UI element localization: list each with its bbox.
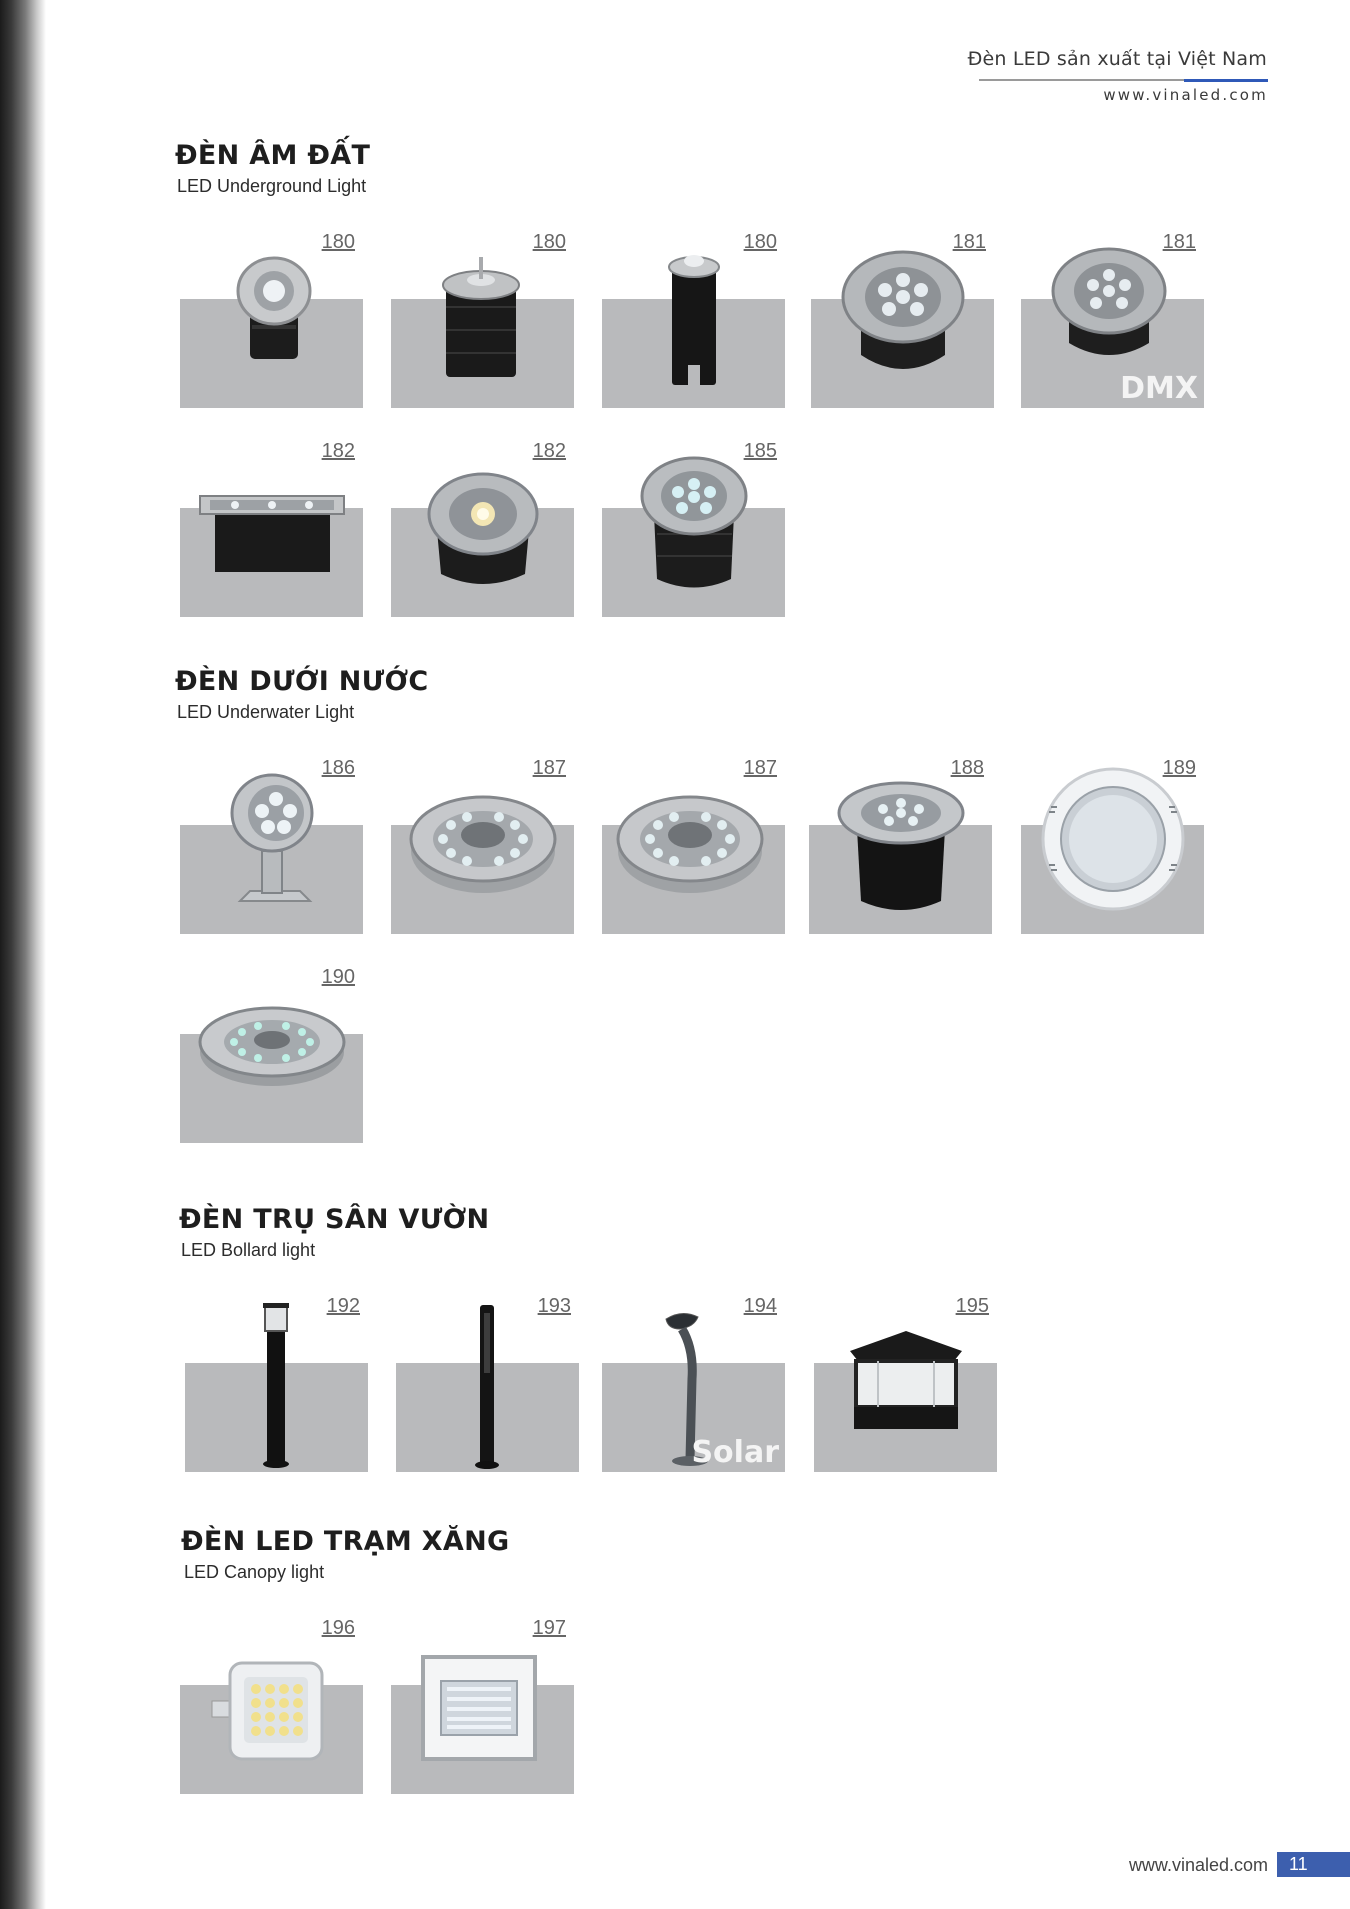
- section-title-canopy: ĐÈN LED TRẠM XĂNG: [181, 1526, 510, 1557]
- section-subtitle-underground: LED Underground Light: [177, 176, 367, 196]
- product-card[interactable]: [811, 225, 994, 408]
- product-card[interactable]: [391, 225, 574, 408]
- product-card[interactable]: [180, 434, 363, 617]
- page-reference[interactable]: 190: [321, 966, 355, 988]
- header-title: Đèn LED sản xuất tại Việt Nam: [967, 48, 1267, 70]
- page-binding-shadow: [0, 0, 46, 1909]
- dmx-label: DMX: [1120, 371, 1198, 406]
- header-divider: [979, 79, 1268, 81]
- page-reference[interactable]: 181: [952, 231, 986, 253]
- product-card[interactable]: [391, 1611, 574, 1794]
- product-card[interactable]: [391, 434, 574, 617]
- page-reference[interactable]: 181: [1162, 231, 1196, 253]
- product-card[interactable]: [602, 434, 785, 617]
- product-card[interactable]: [180, 1611, 363, 1794]
- section-title-bollard: ĐÈN TRỤ SÂN VƯỜN: [179, 1204, 490, 1235]
- page-reference[interactable]: 195: [955, 1295, 989, 1317]
- product-card[interactable]: [1021, 751, 1204, 934]
- page-reference[interactable]: 189: [1162, 757, 1196, 779]
- section-title-underwater: ĐÈN DƯỚI NƯỚC: [175, 666, 429, 697]
- page-reference[interactable]: 196: [321, 1617, 355, 1639]
- page-reference[interactable]: 182: [532, 440, 566, 462]
- section-subtitle-canopy: LED Canopy light: [184, 1562, 325, 1582]
- product-card[interactable]: [1021, 225, 1204, 408]
- product-card[interactable]: [814, 1289, 997, 1472]
- product-card[interactable]: [602, 751, 785, 934]
- product-card[interactable]: [809, 751, 992, 934]
- header-divider-accent: [1184, 79, 1268, 82]
- product-card[interactable]: [602, 225, 785, 408]
- page-reference[interactable]: 180: [321, 231, 355, 253]
- page-reference[interactable]: 193: [537, 1295, 571, 1317]
- product-card[interactable]: [180, 960, 363, 1143]
- page-reference[interactable]: 180: [743, 231, 777, 253]
- page-reference[interactable]: 187: [743, 757, 777, 779]
- footer-url[interactable]: www.vinaled.com: [1128, 1855, 1268, 1875]
- page-reference[interactable]: 197: [532, 1617, 566, 1639]
- page-reference[interactable]: 188: [950, 757, 984, 779]
- product-card[interactable]: [185, 1289, 368, 1472]
- page-reference[interactable]: 185: [743, 440, 777, 462]
- page-reference[interactable]: 180: [532, 231, 566, 253]
- section-subtitle-bollard: LED Bollard light: [181, 1240, 316, 1260]
- section-title-underground: ĐÈN ÂM ĐẤT: [175, 140, 371, 171]
- page-reference[interactable]: 187: [532, 757, 566, 779]
- section-subtitle-underwater: LED Underwater Light: [177, 702, 355, 722]
- page-reference[interactable]: 192: [326, 1295, 360, 1317]
- product-card[interactable]: [602, 1289, 785, 1472]
- header-url[interactable]: www.vinaled.com: [1103, 86, 1268, 104]
- product-card[interactable]: [391, 751, 574, 934]
- product-card[interactable]: [180, 225, 363, 408]
- page-reference[interactable]: 182: [321, 440, 355, 462]
- solar-label: Solar: [691, 1435, 779, 1470]
- page-number-badge: 11: [1277, 1852, 1350, 1877]
- product-card[interactable]: [396, 1289, 579, 1472]
- product-card[interactable]: [180, 751, 363, 934]
- page-reference[interactable]: 194: [743, 1295, 777, 1317]
- page-reference[interactable]: 186: [321, 757, 355, 779]
